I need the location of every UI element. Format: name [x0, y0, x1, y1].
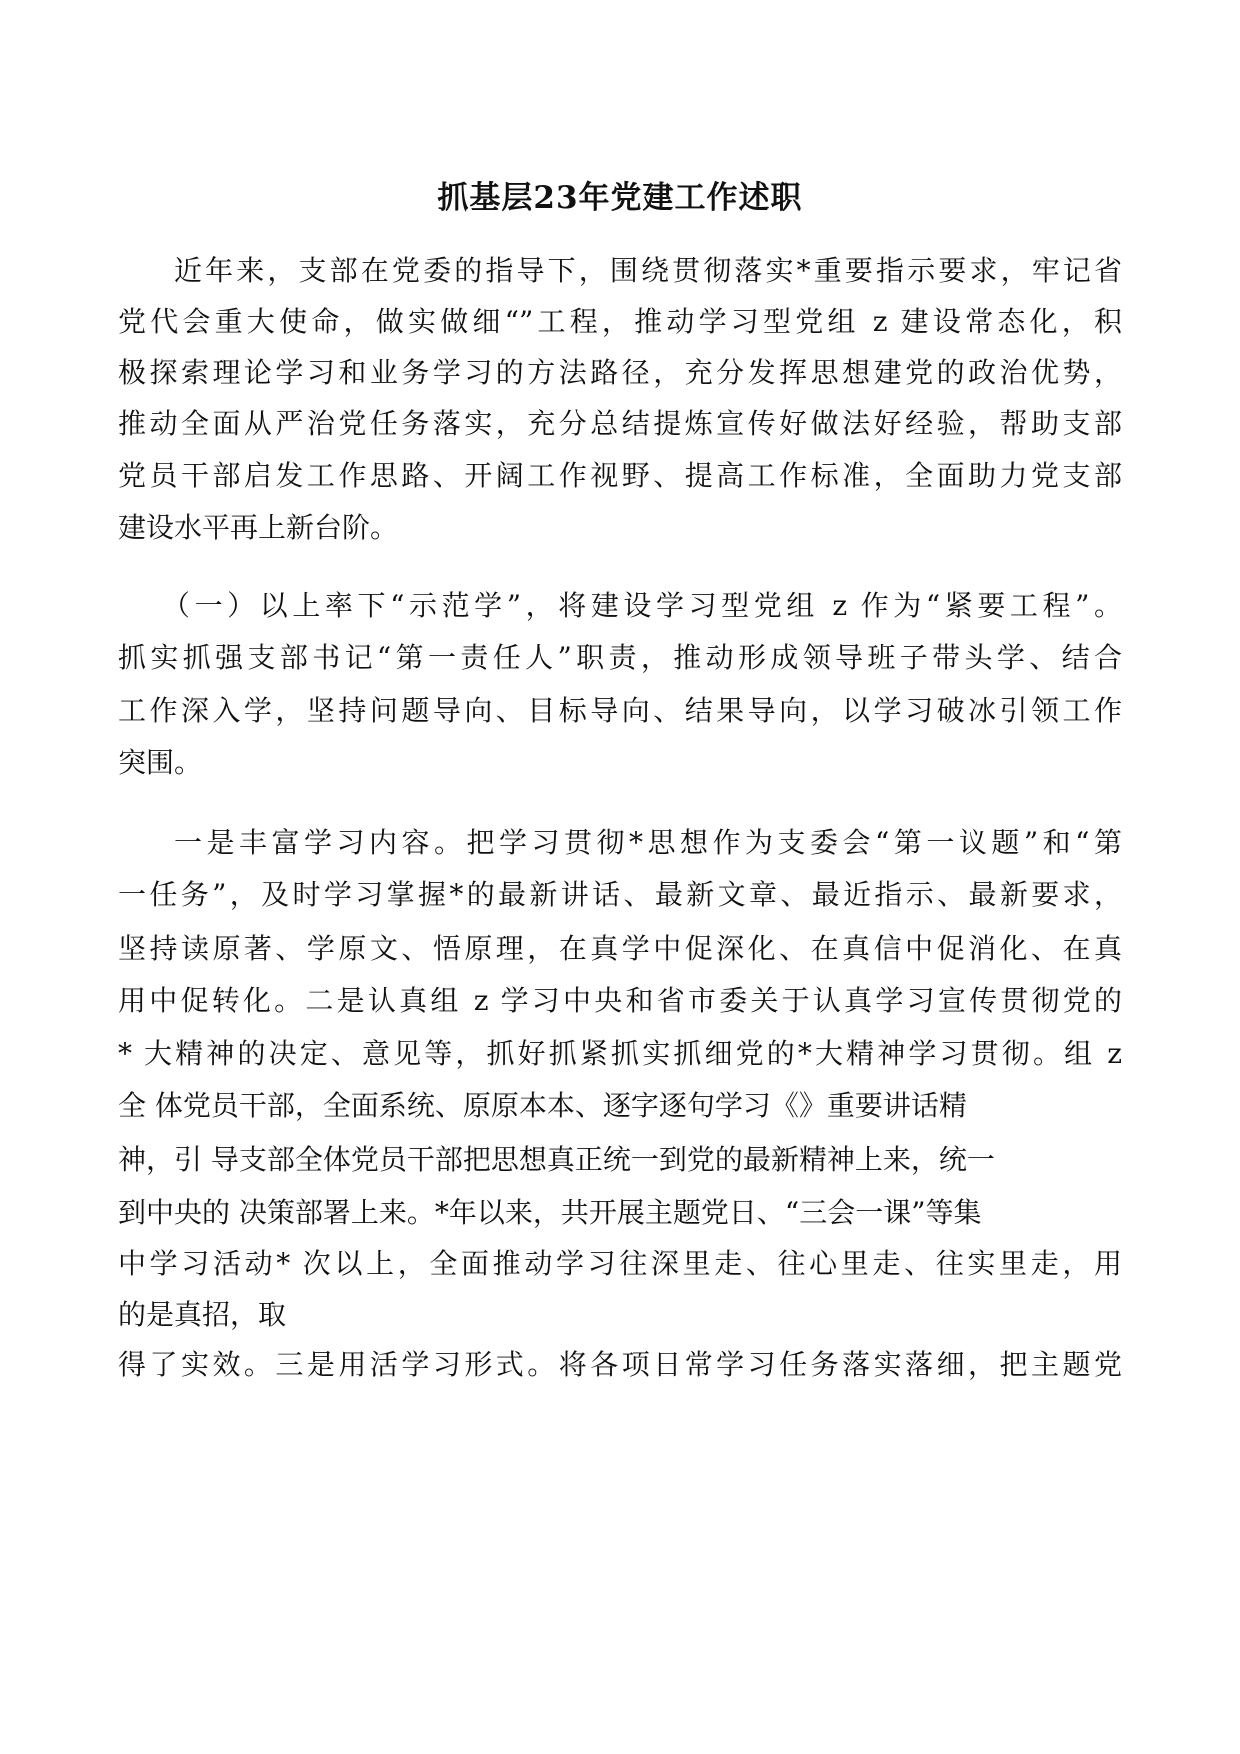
paragraph-1-line-5: 党员干部启发工作思路、开阔工作视野、提高工作标准，全面助力党支部	[118, 459, 1122, 492]
paragraph-3-line-9: 中学习活动* 次以上，全面推动学习往深里走、往心里走、往实里走，用	[118, 1247, 1122, 1280]
paragraph-3-line-6: 全 体党员干部，全面系统、原原本本、逐字逐句学习《》重要讲话精	[118, 1089, 967, 1122]
paragraph-3-line-8: 到中央的 决策部署上来。*年以来，共开展主题党日、“三会一课”等集	[118, 1196, 982, 1229]
paragraph-3-line-3: 坚持读原著、学原文、悟原理，在真学中促深化、在真信中促消化、在真	[118, 932, 1122, 965]
paragraph-2-line-3: 工作深入学，坚持问题导向、目标导向、结果导向，以学习破冰引领工作	[118, 694, 1122, 727]
paragraph-3-line-4: 用中促转化。二是认真组 z 学习中央和省市委关于认真学习宣传贯彻党的	[118, 984, 1122, 1017]
paragraph-1-line-6: 建设水平再上新台阶。	[118, 511, 399, 544]
paragraph-3-line-10: 的是真招，取	[118, 1298, 287, 1331]
document-title: 抓基层23年党建工作述职	[437, 180, 803, 216]
paragraph-3-line-1: 一是丰富学习内容。把学习贯彻*思想作为支委会“第一议题”和“第	[174, 826, 1122, 859]
paragraph-3-line-2: 一任务”，及时学习掌握*的最新讲话、最新文章、最近指示、最新要求，	[118, 878, 1122, 911]
paragraph-1-line-4: 推动全面从严治党任务落实，充分总结提炼宣传好做法好经验，帮助支部	[118, 407, 1122, 440]
paragraph-2-line-2: 抓实抓强支部书记“第一责任人”职责，推动形成领导班子带头学、结合	[118, 641, 1122, 674]
paragraph-3-line-11: 得了实效。三是用活学习形式。将各项日常学习任务落实落细，把主题党	[118, 1348, 1122, 1381]
paragraph-1-line-2: 党代会重大使命，做实做细“”工程，推动学习型党组 z 建设常态化，积	[118, 305, 1122, 338]
paragraph-3-line-5: * 大精神的决定、意见等，抓好抓紧抓实抓细党的*大精神学习贯彻。组 z	[118, 1037, 1122, 1070]
paragraph-2-line-1: （一）以上率下“示范学”，将建设学习型党组 z 作为“紧要工程”。	[162, 589, 1122, 622]
paragraph-1-line-1: 近年来，支部在党委的指导下，围绕贯彻落实*重要指示要求，牢记省	[174, 254, 1122, 287]
paragraph-1-line-3: 极探索理论学习和业务学习的方法路径，充分发挥思想建党的政治优势，	[118, 356, 1122, 389]
paragraph-2-line-4: 突围。	[118, 746, 203, 779]
paragraph-3-line-7: 神，引 导支部全体党员干部把思想真正统一到党的最新精神上来，统一	[118, 1143, 995, 1176]
